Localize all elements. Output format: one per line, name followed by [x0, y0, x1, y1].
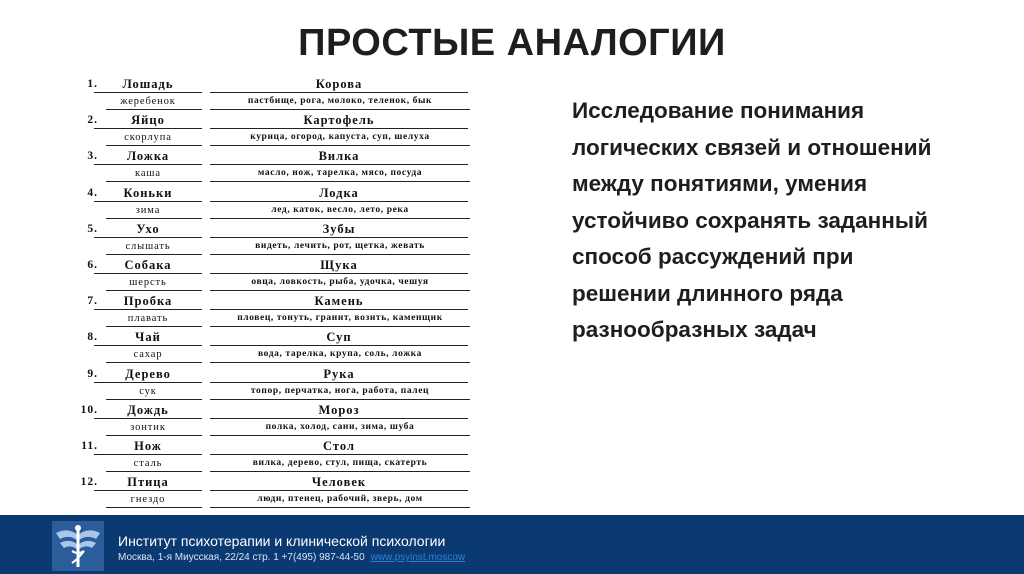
rule-line: [94, 418, 202, 419]
analogy-number: 11.: [81, 439, 98, 452]
institute-name: Институт психотерапии и клинической психологии: [118, 533, 446, 549]
rule-line: [210, 92, 468, 93]
analogy-word-c: Вилка: [318, 149, 360, 164]
analogy-number: 7.: [87, 295, 98, 308]
analogy-options: пловец, тонуть, гранит, возить, каменщик: [237, 313, 443, 324]
rule-line: [210, 237, 468, 238]
rule-line: [210, 418, 468, 419]
analogy-word-b: каша: [135, 168, 161, 180]
analogy-number: 10.: [80, 403, 98, 416]
rule-line: [106, 290, 202, 291]
analogy-word-b: шерсть: [129, 276, 167, 288]
rule-line: [210, 309, 468, 310]
rule-line: [94, 490, 202, 491]
analogy-word-b: сук: [139, 385, 157, 397]
analogy-options: вилка, дерево, стул, пища, скатерть: [252, 457, 428, 468]
analogy-word-a: Лошадь: [122, 77, 174, 91]
rule-line: [210, 345, 468, 346]
rule-line: [94, 92, 202, 93]
footer-bar: [0, 515, 1024, 574]
analogy-word-b: плавать: [127, 313, 169, 325]
rule-line: [210, 254, 470, 255]
analogy-number: 4.: [87, 186, 98, 199]
rule-line: [106, 435, 202, 436]
analogy-number: 5.: [87, 222, 98, 235]
analogy-row: [70, 150, 480, 186]
analogy-word-b: скорлупа: [124, 132, 172, 144]
analogy-row: [70, 295, 480, 331]
analogy-row: [70, 404, 480, 440]
analogy-row: [70, 78, 480, 114]
rule-line: [106, 326, 202, 327]
rule-line: [106, 181, 202, 182]
rule-line: [210, 145, 470, 146]
analogy-options: курица, огород, капуста, суп, шелуха: [250, 132, 430, 143]
rule-line: [210, 218, 470, 219]
rule-line: [94, 273, 202, 274]
description-text: Исследование понимания логических связей и отношений между понятиями, умения устойчиво сохранять заданный способ рассуждений при решении длинного ряда разнообразных задач: [572, 98, 932, 342]
analogy-word-a: Дерево: [125, 366, 171, 381]
rule-line: [210, 435, 470, 436]
analogy-row: [70, 187, 480, 223]
analogy-word-b: зима: [135, 204, 161, 216]
rule-line: [94, 164, 202, 165]
analogy-number: 6.: [87, 258, 98, 271]
analogy-word-a: Коньки: [123, 185, 173, 200]
rule-line: [210, 201, 468, 202]
analogy-word-c: Камень: [314, 294, 364, 309]
analogy-options: вода, тарелка, крупа, соль, ложка: [258, 349, 422, 360]
rule-line: [106, 362, 202, 363]
analogy-word-c: Стол: [323, 438, 355, 453]
analogy-options: видеть, лечить, рот, щетка, жевать: [255, 240, 425, 251]
analogy-number: 9.: [87, 367, 98, 380]
analogy-options: овца, ловкость, рыба, удочка, чешуя: [251, 276, 429, 287]
analogy-row: [70, 223, 480, 259]
rule-line: [210, 399, 470, 400]
rule-line: [94, 201, 202, 202]
analogy-options: масло, нож, тарелка, мясо, посуда: [257, 168, 423, 179]
analogy-row: [70, 368, 480, 404]
rule-line: [210, 454, 468, 455]
rule-line: [210, 290, 470, 291]
institute-address: [118, 552, 465, 563]
rule-line: [210, 109, 470, 110]
analogy-word-c: Картофель: [303, 113, 375, 128]
analogy-word-a: Нож: [134, 438, 162, 453]
analogy-word-b: сталь: [133, 457, 163, 469]
analogy-row: [70, 476, 480, 512]
analogy-number: 2.: [87, 114, 98, 127]
analogy-word-b: сахар: [133, 349, 163, 361]
analogy-word-a: Ухо: [136, 221, 160, 236]
analogy-word-a: Чай: [135, 330, 161, 345]
analogy-number: 12.: [80, 476, 98, 489]
analogy-word-c: Корова: [315, 77, 363, 91]
analogy-word-a: Птица: [127, 475, 169, 490]
address-text: Москва, 1-я Миусская, 22/24 стр. 1 +7(495) 987-44-50: [118, 552, 365, 563]
rule-line: [210, 507, 470, 508]
analogy-options: пастбище, рога, молоко, теленок, бык: [247, 96, 433, 106]
analogy-number: 8.: [87, 331, 98, 344]
analogy-word-c: Мороз: [318, 402, 360, 417]
institute-logo-icon: [52, 521, 104, 571]
analogy-word-b: зонтик: [130, 421, 166, 433]
rule-line: [94, 454, 202, 455]
page-title: ПРОСТЫЕ АНАЛОГИИ: [298, 22, 726, 64]
analogy-word-a: Дождь: [127, 402, 169, 417]
rule-line: [210, 273, 468, 274]
rule-line: [106, 399, 202, 400]
analogy-word-c: Человек: [311, 475, 367, 490]
rule-line: [210, 128, 468, 129]
rule-line: [94, 382, 202, 383]
analogy-row: [70, 259, 480, 295]
rule-line: [210, 471, 470, 472]
rule-line: [106, 109, 202, 110]
rule-line: [106, 507, 202, 508]
analogies-table: [70, 78, 480, 512]
rule-line: [94, 237, 202, 238]
rule-line: [210, 181, 470, 182]
analogy-word-a: Пробка: [123, 294, 173, 309]
analogy-word-c: Суп: [326, 330, 352, 345]
rule-line: [210, 362, 470, 363]
rule-line: [106, 471, 202, 472]
analogy-number: 1.: [87, 78, 98, 90]
analogy-word-c: Щука: [320, 257, 358, 272]
analogy-word-c: Зубы: [322, 221, 356, 236]
rule-line: [210, 326, 470, 327]
analogy-word-a: Яйцо: [131, 113, 165, 128]
rule-line: [106, 145, 202, 146]
analogy-row: [70, 114, 480, 150]
analogy-options: полка, холод, сани, зима, шуба: [265, 421, 415, 432]
rule-line: [94, 128, 202, 129]
analogy-options: лед, каток, весло, лето, река: [271, 204, 409, 215]
website-link[interactable]: www.psyinst.moscow: [370, 552, 466, 563]
analogy-number: 3.: [87, 150, 98, 163]
analogy-word-c: Лодка: [319, 185, 359, 200]
rule-line: [210, 164, 468, 165]
analogy-word-b: гнездо: [130, 494, 166, 506]
rule-line: [106, 254, 202, 255]
analogy-word-c: Рука: [323, 366, 355, 381]
analogy-word-a: Ложка: [126, 149, 170, 164]
rule-line: [210, 490, 468, 491]
analogy-word-a: Собака: [124, 257, 172, 272]
analogy-word-b: слышать: [125, 240, 171, 252]
analogy-row: [70, 440, 480, 476]
analogy-word-b: жеребенок: [120, 96, 176, 107]
analogy-options: люди, птенец, рабочий, зверь, дом: [257, 494, 423, 505]
rule-line: [94, 345, 202, 346]
rule-line: [106, 218, 202, 219]
rule-line: [94, 309, 202, 310]
rule-line: [210, 382, 468, 383]
analogy-row: [70, 331, 480, 367]
analogy-options: топор, перчатка, нога, работа, палец: [250, 385, 430, 396]
